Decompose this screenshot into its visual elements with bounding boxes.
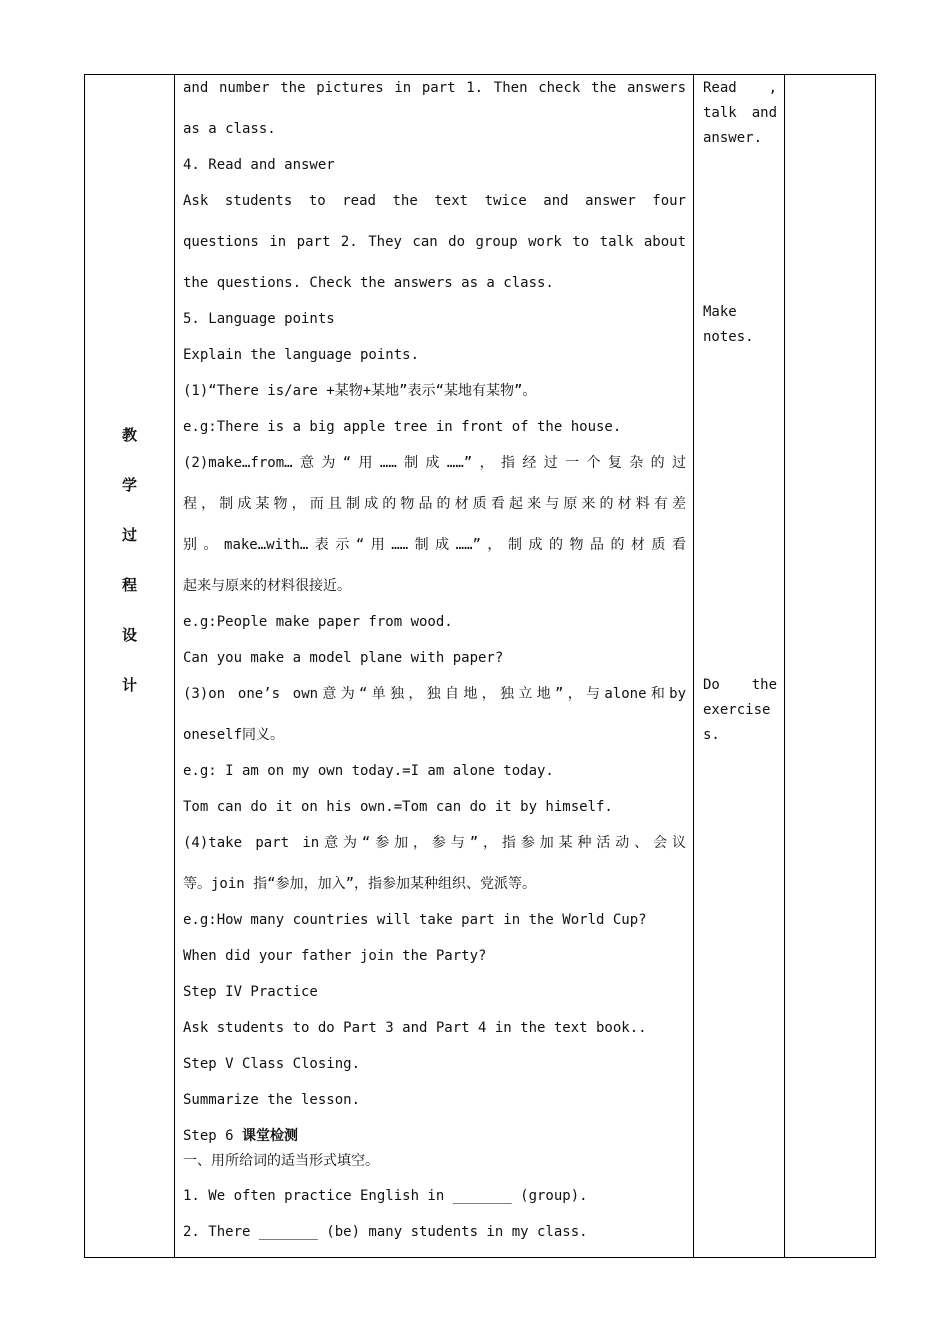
content-line [183, 78, 686, 98]
content-line [183, 1054, 686, 1074]
activity-line: Make [703, 304, 737, 320]
content-text: Step IV Practice [183, 984, 318, 1000]
activity-line: notes. [703, 329, 754, 345]
content-line [183, 833, 686, 853]
content-line [183, 345, 686, 365]
activity-line: Do the [703, 677, 777, 693]
content-line [183, 725, 686, 745]
content-line [183, 309, 686, 329]
content-text: 起来与原来的材料很接近。 [183, 578, 351, 594]
content-line [183, 273, 686, 293]
content-line [183, 535, 686, 555]
activity-line: exercise [703, 702, 771, 718]
content-text: 1. We often practice English in _______ (group). [183, 1188, 588, 1204]
content-line [183, 612, 686, 632]
content-text: oneself同义。 [183, 727, 285, 743]
student-activity [703, 300, 777, 350]
content-line [183, 1018, 686, 1038]
activity-line: Read , [703, 80, 777, 96]
content-line [183, 232, 686, 252]
content-line [183, 1222, 686, 1242]
content-text: questions in part 2. They can do group work to talk about [183, 234, 686, 250]
content-text: and number the pictures in part 1. Then check the answers [183, 80, 686, 96]
content-line [183, 946, 686, 966]
content-text: e.g:How many countries will take part in the World Cup? [183, 912, 647, 928]
activity-line: s. [703, 727, 720, 743]
column-divider [693, 74, 694, 1258]
content-text: Tom can do it on his own.=Tom can do it by himself. [183, 799, 613, 815]
content-text: as a class. [183, 121, 276, 137]
content-line [183, 874, 686, 894]
content-text: Summarize the lesson. [183, 1092, 361, 1108]
content-text: the questions. Check the answers as a class. [183, 275, 554, 291]
content-text: 2. There _______ (be) many students in my class. [183, 1224, 588, 1240]
section-label-char: 教 [121, 426, 137, 444]
section-label-char: 计 [121, 676, 137, 694]
content-text: Can you make a model plane with paper? [183, 650, 504, 666]
content-line [183, 1151, 686, 1171]
content-line [183, 1126, 686, 1146]
section-label-char: 过 [121, 526, 137, 544]
content-text: e.g: I am on my own today.=I am alone today. [183, 763, 554, 779]
content-line [183, 576, 686, 596]
content-line [183, 494, 686, 514]
content-text: 一、用所给词的适当形式填空。 [183, 1153, 379, 1169]
content-text: (2)make…from…意为“用……制成……”，指经过一个复杂的过 [183, 455, 686, 471]
content-text: 5. Language points [183, 311, 335, 327]
student-activity [703, 673, 777, 748]
content-line [183, 1186, 686, 1206]
content-line [183, 119, 686, 139]
content-line [183, 417, 686, 437]
content-line [183, 910, 686, 930]
content-line [183, 453, 686, 473]
content-text: 等。join 指“参加，加入”，指参加某种组织、党派等。 [183, 876, 536, 892]
content-line [183, 381, 686, 401]
content-text: Step V Class Closing. [183, 1056, 361, 1072]
content-text: (3)on one’s own意为“单独，独自地，独立地”，与alone和by [183, 686, 686, 702]
content-bold-text: 课堂检测 [242, 1128, 299, 1144]
activity-line: talk and [703, 105, 777, 121]
content-text: e.g:There is a big apple tree in front of the house. [183, 419, 622, 435]
content-line [183, 982, 686, 1002]
content-text: 4. Read and answer [183, 157, 335, 173]
section-label-char: 设 [121, 626, 137, 644]
content-text: When did your father join the Party? [183, 948, 487, 964]
content-text: e.g:People make paper from wood. [183, 614, 453, 630]
content-line [183, 761, 686, 781]
content-text: Explain the language points. [183, 347, 420, 363]
content-line [183, 155, 686, 175]
content-text: Step 6 [183, 1128, 243, 1144]
content-line [183, 797, 686, 817]
column-divider [784, 74, 785, 1258]
content-text: Ask students to read the text twice and answer four [183, 193, 686, 209]
section-label-char: 学 [121, 476, 137, 494]
content-line [183, 684, 686, 704]
content-text: (1)“There is/are +某物+某地”表示“某地有某物”。 [183, 383, 537, 399]
content-text: (4)take part in意为“参加，参与”，指参加某种活动、会议 [183, 835, 686, 851]
student-activity [703, 76, 777, 151]
content-line [183, 191, 686, 211]
content-text: 别。make…with…表示“用……制成……”，制成的物品的材质看 [183, 537, 686, 553]
content-line [183, 648, 686, 668]
activity-line: answer. [703, 130, 763, 146]
section-label [84, 420, 175, 720]
content-text: Ask students to do Part 3 and Part 4 in the text book.. [183, 1020, 647, 1036]
content-text: 程，制成某物，而且制成的物品的材质看起来与原来的材料有差 [183, 496, 686, 512]
section-label-char: 程 [121, 576, 137, 594]
content-line [183, 1090, 686, 1110]
